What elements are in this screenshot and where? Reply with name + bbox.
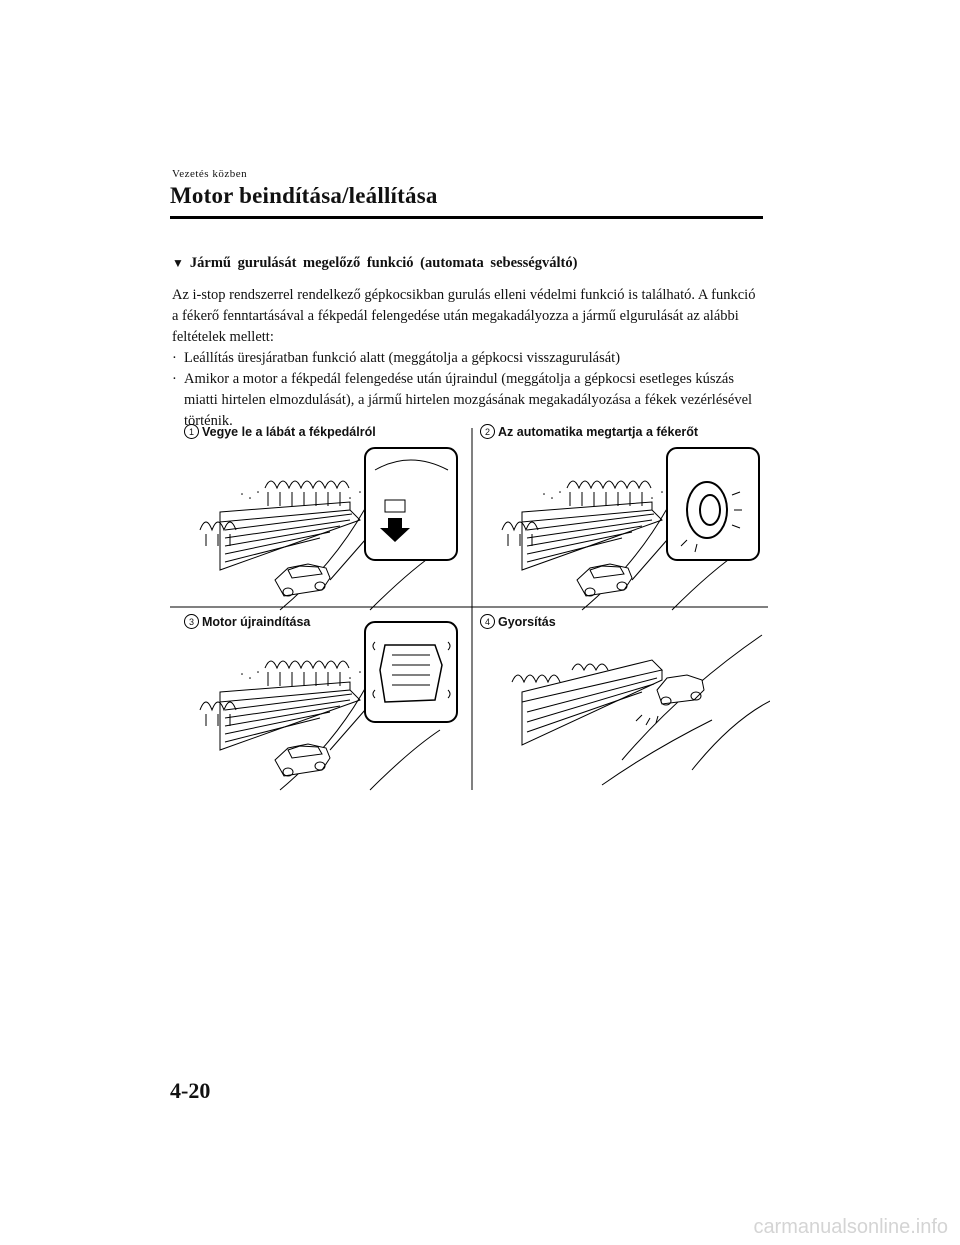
panel-3-caption-text: Motor újraindítása [202, 614, 311, 629]
panel-2-caption-text: Az automatika megtartja a fékerőt [498, 424, 699, 439]
list-item-text: Leállítás üresjáratban funkció alatt (meggátolja a gépkocsi visszagurulását) [184, 350, 621, 366]
list-item [172, 348, 762, 369]
intro-paragraph: Az i-stop rendszerrel rendelkező gépkocsikban gurulás elleni védelmi funkció is található. A funkció a fékerő fenntartásával a fékpedál felengedése után megakadályozza a jármű elgurulását az alábbi feltételek mellett: [172, 287, 756, 345]
panel-3-caption [184, 614, 310, 629]
illustration-figure [170, 420, 770, 792]
step-3-number-icon: 3 [184, 614, 199, 629]
step-4-number-icon: 4 [480, 614, 495, 629]
subheading [172, 255, 577, 272]
panel-1-caption-text: Vegye le a lábát a fékpedálról [202, 424, 376, 439]
illustration-drawing [170, 420, 770, 792]
bullet-icon: · [172, 350, 177, 366]
panel-4-caption-text: Gyorsítás [498, 614, 556, 629]
step-1-number-icon: 1 [184, 424, 199, 439]
panel-2-caption [480, 424, 698, 439]
chapter-title: Motor beindítása/leállítása [170, 183, 438, 208]
watermark: carmanualsonline.info [753, 1216, 948, 1238]
section-label: Vezetés közben [172, 168, 248, 180]
step-2-number-icon: 2 [480, 424, 495, 439]
header-rule [170, 216, 763, 219]
page-number: 4-20 [170, 1078, 211, 1103]
triangle-marker-icon: ▼ [172, 256, 184, 270]
bullet-icon: · [172, 371, 177, 387]
list-item-text: Amikor a motor a fékpedál felengedése után újraindul (meggátolja a gépkocsi esetleges kúszás miatti hirtelen elmozdulását), a jármű hirtelen mozgásának megakadályozása a fékek vezérlésével történik. [184, 371, 753, 429]
subheading-text: Jármű gurulását megelőző funkció (automata sebességváltó) [189, 255, 578, 271]
panel-4-caption [480, 614, 556, 629]
panel-1-caption [184, 424, 376, 439]
